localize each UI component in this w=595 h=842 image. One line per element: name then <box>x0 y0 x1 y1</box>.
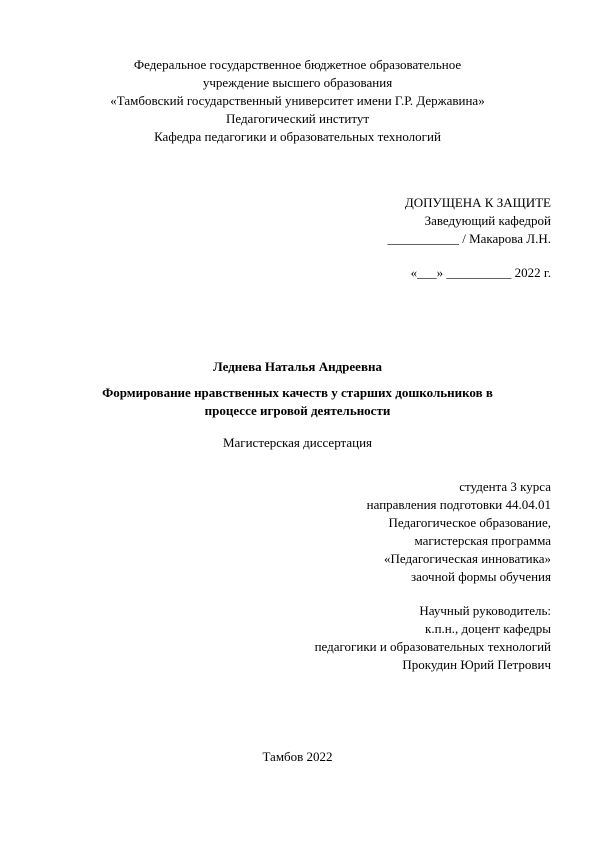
approval-position: Заведующий кафедрой <box>424 213 551 228</box>
header-line: Кафедра педагогики и образовательных технологий <box>154 129 441 144</box>
student-line: Педагогическое образование, <box>388 515 551 530</box>
header-line: «Тамбовский государственный университет имени Г.Р. Державина» <box>110 93 485 108</box>
supervisor-line: к.п.н., доцент кафедры <box>425 621 551 636</box>
supervisor-line: Прокудин Юрий Петрович <box>402 657 551 672</box>
student-line: направления подготовки 44.04.01 <box>366 497 551 512</box>
student-line: «Педагогическая инноватика» <box>384 551 551 566</box>
work-type: Магистерская диссертация <box>222 435 373 450</box>
thesis-title-line: Формирование нравственных качеств у старших дошкольников в <box>102 385 493 400</box>
author-name: Леднева Наталья Андреевна <box>213 359 382 374</box>
header-line: Федеральное государственное бюджетное образовательное <box>133 57 462 72</box>
header-line: учреждение высшего образования <box>202 75 393 90</box>
thesis-title-line: процессе игровой деятельности <box>204 403 391 418</box>
student-line: студента 3 курса <box>459 479 551 494</box>
header-line: Педагогический институт <box>225 111 370 126</box>
supervisor-line: Научный руководитель: <box>419 603 551 618</box>
student-line: заочной формы обучения <box>410 569 551 584</box>
approval-heading: ДОПУЩЕНА К ЗАЩИТЕ <box>404 195 551 210</box>
supervisor-line: педагогики и образовательных технологий <box>314 639 551 654</box>
student-line: магистерская программа <box>414 533 551 548</box>
approval-date: «___» __________ 2022 г. <box>410 265 551 280</box>
approval-signature: ___________ / Макарова Л.Н. <box>387 231 551 246</box>
city-year: Тамбов 2022 <box>262 749 333 764</box>
